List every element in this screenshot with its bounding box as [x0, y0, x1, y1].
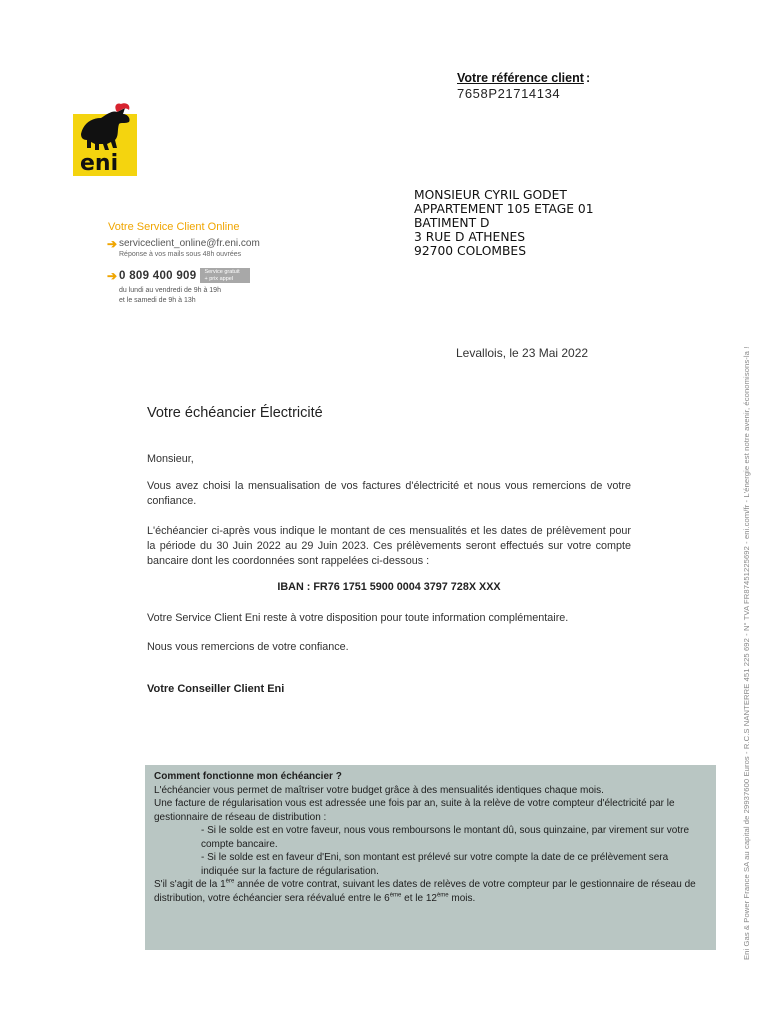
paragraph-3: Votre Service Client Eni reste à votre disposition pour toute information complémentaire. [147, 612, 569, 624]
eni-six-legged-dog-logo [73, 100, 137, 176]
address-line: BATIMENT D [414, 216, 490, 230]
info-box-paragraph: L'échéancier vous permet de maîtriser votre budget grâce à des mensualités identiques chaque mois. [154, 784, 604, 796]
address-line: 92700 COLOMBES [414, 244, 527, 258]
salutation: Monsieur, [147, 453, 194, 465]
recipient-address [414, 188, 594, 258]
eni-logo-text: eni [80, 151, 119, 176]
info-box-paragraph: Une facture de régularisation vous est adressée une fois par an, suite à la relève de votre compteur d'électricité par le gestionnaire de réseau de distribution : [154, 798, 675, 823]
phone-free-badge: Service gratuit + prix appel [200, 268, 250, 283]
paragraph-2: L'échéancier ci-après vous indique le montant de ces mensualités et les dates de prélèvement pour la période du 30 Juin 2022 au 29 Juin 2023. Ces prélèvements seront effectués sur votre compte bancaire dont les coordonnées sont rappelées ci-dessous : [147, 525, 631, 567]
service-email[interactable]: serviceclient_online@fr.eni.com [119, 238, 260, 249]
info-box-bullet: - Si le solde est en votre faveur, nous vous remboursons le montant dû, sous quinzaine, par virement sur votre compte bancaire. [201, 825, 690, 850]
service-phone[interactable]: 0 809 400 909 [119, 269, 197, 282]
service-email-note: Réponse à vos mails sous 48h ouvrées [119, 251, 242, 258]
arrow-right-icon: ➔ [107, 268, 118, 283]
service-phone-block [107, 268, 250, 283]
letter-title: Votre échéancier Électricité [147, 405, 323, 421]
service-hours: du lundi au vendredi de 9h à 19h et le samedi de 9h à 13h [119, 287, 221, 304]
schedule-info-box [145, 765, 716, 950]
signature: Votre Conseiller Client Eni [147, 683, 285, 695]
iban: IBAN : FR76 1751 5900 0004 3797 728X XXX [277, 581, 501, 593]
info-box-paragraph: S'il s'agit de la 1ère année de votre contrat, suivant les dates de relèves de votre compteur par le gestionnaire de réseau de distribution, votre échéancier sera réévalué entre le 6ème et le 12ème mois. [154, 878, 696, 904]
reference-colon: : [586, 71, 591, 85]
paragraph-1: Vous avez choisi la mensualisation de vos factures d'électricité et nous vous remercions de votre confiance. [147, 480, 631, 507]
service-email-block [107, 238, 260, 258]
address-line: MONSIEUR CYRIL GODET [414, 188, 567, 202]
legal-footer-vertical: Eni Gas & Power France SA au capital de 29937600 Euros - R.C.S NANTERRE 451 225 692 - N° TVA FR87451225692 - eni.com/fr - L'énergie est notre avenir, économisons-la ! [742, 346, 751, 960]
reference-value: 7658P21714134 [457, 86, 561, 101]
service-title: Votre Service Client Online [108, 221, 240, 233]
reference-label: Votre référence client [457, 71, 584, 85]
address-line: 3 RUE D ATHENES [414, 230, 526, 244]
paragraph-4: Nous vous remercions de votre confiance. [147, 641, 349, 653]
info-box-title: Comment fonctionne mon échéancier ? [154, 771, 342, 782]
address-line: APPARTEMENT 105 ETAGE 01 [414, 202, 594, 216]
info-box-bullet: - Si le solde est en faveur d'Eni, son montant est prélevé sur votre compte la date de ce prélèvement sera indiquée sur la facture de régularisation. [201, 852, 669, 877]
arrow-right-icon: ➔ [107, 237, 118, 251]
letter-date: Levallois, le 23 Mai 2022 [456, 346, 589, 360]
